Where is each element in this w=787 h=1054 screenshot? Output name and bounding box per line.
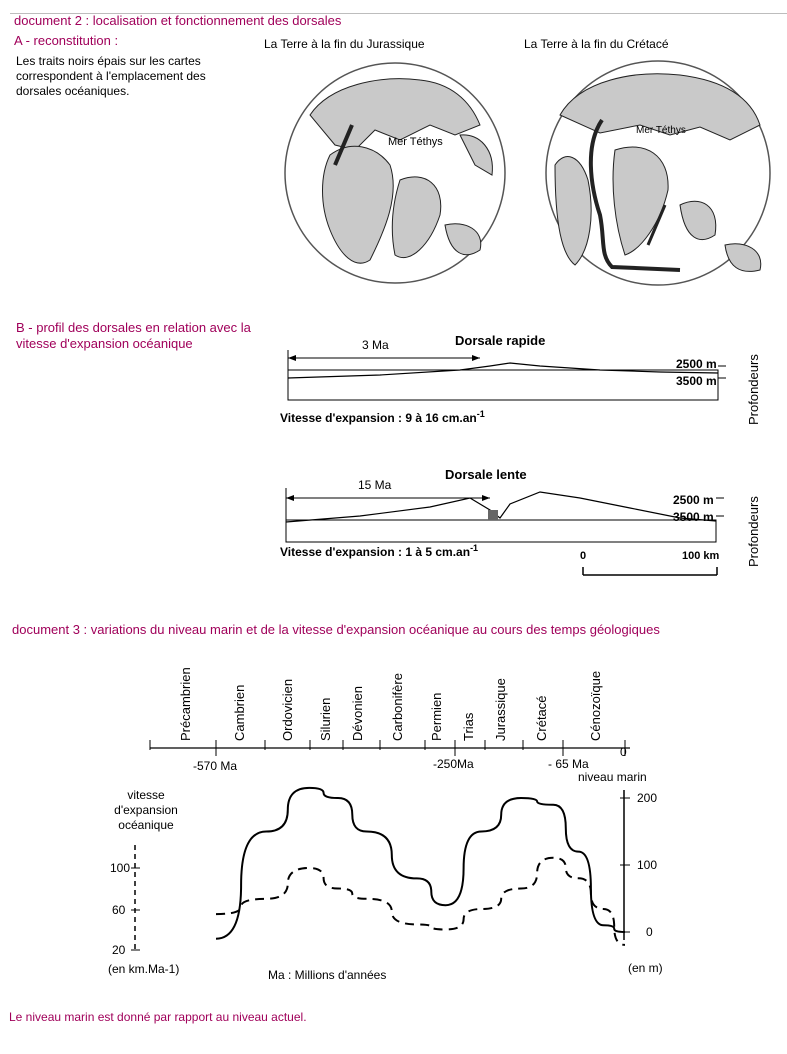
period-label: Silurien	[318, 697, 333, 741]
left-axis-title: vitesse d'expansion océanique	[114, 788, 178, 832]
fast-speed: Vitesse d'expansion : 9 à 16 $cm.an^{-1}$	[280, 409, 485, 425]
section-a-note: Les traits noirs épais sur les cartes correspondent à l'emplacement des dorsales océaniques.	[16, 54, 206, 98]
left-tick-20: 20	[112, 943, 126, 957]
period-label: Crétacé	[534, 695, 549, 741]
right-axis-unit: (en m)	[628, 961, 663, 975]
left-axis-unit: (en km.Ma-1)	[108, 962, 180, 976]
left-tick-100: 100	[110, 861, 131, 875]
time-label-0: 0	[620, 745, 627, 759]
scale-end: 100 km	[682, 550, 720, 562]
slow-age-label: 15 Ma	[358, 478, 392, 492]
map-jurassic	[280, 55, 510, 290]
period-label: Carbonifère	[390, 673, 405, 741]
map-cretaceous	[540, 55, 780, 290]
period-label: Cénozoïque	[588, 670, 603, 741]
fast-title: Dorsale rapide	[455, 333, 546, 348]
sea-label-1: Mer Téthys	[388, 136, 443, 148]
right-tick-100: 100	[637, 858, 658, 872]
period-label: Précambrien	[178, 667, 193, 741]
map1-title: La Terre à la fin du Jurassique	[264, 37, 425, 51]
period-label: Cambrien	[232, 684, 247, 741]
period-label: Jurassique	[493, 678, 508, 741]
section-a-title: A - reconstitution :	[14, 33, 119, 48]
fast-depth-2: 3500 m	[676, 374, 717, 388]
period-label: Permien	[429, 692, 444, 741]
time-label-250: -250Ma	[433, 757, 474, 771]
fast-depth-1: 2500 m	[676, 357, 717, 371]
time-label-570: -570 Ma	[193, 759, 238, 773]
fast-age-label: 3 Ma	[362, 338, 389, 352]
slow-side-label: Profondeurs	[746, 496, 761, 567]
slow-title: Dorsale lente	[445, 467, 527, 482]
period-label: Ordovicien	[280, 678, 295, 741]
sea-level-curve	[216, 788, 625, 939]
right-tick-200: 200	[637, 791, 658, 805]
sea-label-2: Mer Téthys	[636, 125, 686, 136]
scale-bar	[580, 565, 720, 580]
left-tick-60: 60	[112, 903, 126, 917]
chart-legend: Ma : Millions d'années	[268, 968, 387, 982]
map2-title: La Terre à la fin du Crétacé	[524, 37, 669, 51]
slow-depth-2: 3500 m	[673, 510, 714, 524]
period-label: Dévonien	[350, 686, 365, 741]
time-label-65: - 65 Ma	[548, 757, 589, 771]
spreading-speed-curve	[216, 858, 625, 945]
fast-side-label: Profondeurs	[746, 354, 761, 425]
doc2-title: document 2 : localisation et fonctionnement des dorsales	[14, 13, 342, 28]
right-tick-0: 0	[646, 925, 653, 939]
footnote: Le niveau marin est donné par rapport au niveau actuel.	[9, 1010, 307, 1024]
slow-depth-1: 2500 m	[673, 493, 714, 507]
slow-speed: Vitesse d'expansion : 1 à 5 $cm.an^{-1}$	[280, 543, 479, 559]
doc3-title: document 3 : variations du niveau marin et de la vitesse d'expansion océanique au cours des temps géologiques	[12, 622, 660, 637]
right-axis-title: niveau marin	[578, 770, 647, 784]
period-label: Trias	[461, 712, 476, 741]
section-b-title: B - profil des dorsales en relation avec la vitesse d'expansion océanique	[16, 320, 251, 351]
scale-start: 0	[580, 550, 587, 562]
